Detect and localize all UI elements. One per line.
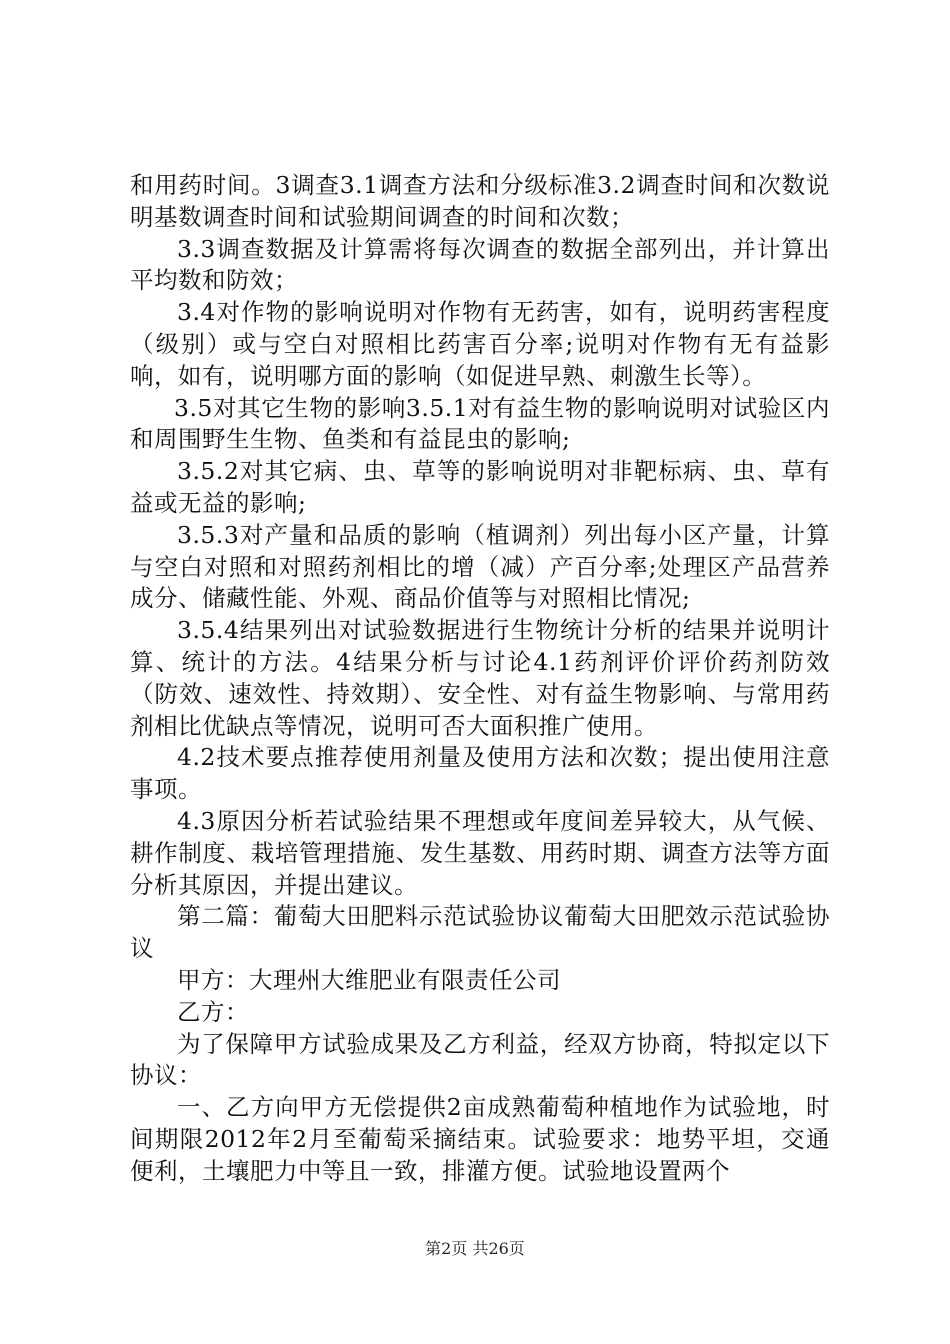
section-heading: 第二篇：葡萄大田肥料示范试验协议葡萄大田肥效示范试验协议 xyxy=(130,902,830,963)
page-number-footer: 第2页 共26页 xyxy=(425,1239,525,1258)
party-a-line: 甲方：大理州大维肥业有限责任公司 xyxy=(177,965,561,994)
paragraph: 一、乙方向甲方无偿提供2亩成熟葡萄种植地作为试验地，时间期限2012年2月至葡萄采摘结束。试验要求：地势平坦，交通便利，土壤肥力中等且一致，排灌方便。试验地设置两个 xyxy=(130,1093,830,1185)
paragraph: 3.4对作物的影响说明对作物有无药害，如有，说明药害程度（级别）或与空白对照相比药害百分率;说明对作物有无有益影响，如有，说明哪方面的影响（如促进早熟、刺激生长等）。 xyxy=(130,298,830,390)
paragraph: 和用药时间。3调查3.1调查方法和分级标准3.2调查时间和次数说明基数调查时间和试验期间调查的时间和次数； xyxy=(130,171,830,231)
paragraph: 3.3调查数据及计算需将每次调查的数据全部列出，并计算出平均数和防效； xyxy=(130,234,830,295)
paragraph: 4.3原因分析若试验结果不理想或年度间差异较大，从气候、耕作制度、栽培管理措施、发生基数、用药时期、调查方法等方面分析其原因，并提出建议。 xyxy=(130,806,830,899)
paragraph: 3.5对其它生物的影响3.5.1对有益生物的影响说明对试验区内和周围野生生物、鱼类和有益昆虫的影响; xyxy=(130,393,830,454)
document-body xyxy=(130,170,830,1188)
paragraph: 3.5.3对产量和品质的影响（植调剂）列出每小区产量，计算与空白对照和对照药剂相比的增（减）产百分率;处理区产品营养成分、储藏性能、外观、商品价值等与对照相比情况; xyxy=(130,520,830,613)
paragraph: 3.5.4结果列出对试验数据进行生物统计分析的结果并说明计算、统计的方法。4结果分析与讨论4.1药剂评价评价药剂防效（防效、速效性、持效期）、安全性、对有益生物影响、与常用药剂相比优缺点等情况，说明可否大面积推广使用。 xyxy=(130,616,830,740)
party-b-line: 乙方： xyxy=(177,997,249,1026)
paragraph: 4.2技术要点推荐使用剂量及使用方法和次数；提出使用注意事项。 xyxy=(130,743,830,804)
paragraph: 3.5.2对其它病、虫、草等的影响说明对非靶标病、虫、草有益或无益的影响; xyxy=(130,457,830,517)
paragraph: 为了保障甲方试验成果及乙方利益，经双方协商，特拟定以下协议： xyxy=(130,1029,830,1090)
